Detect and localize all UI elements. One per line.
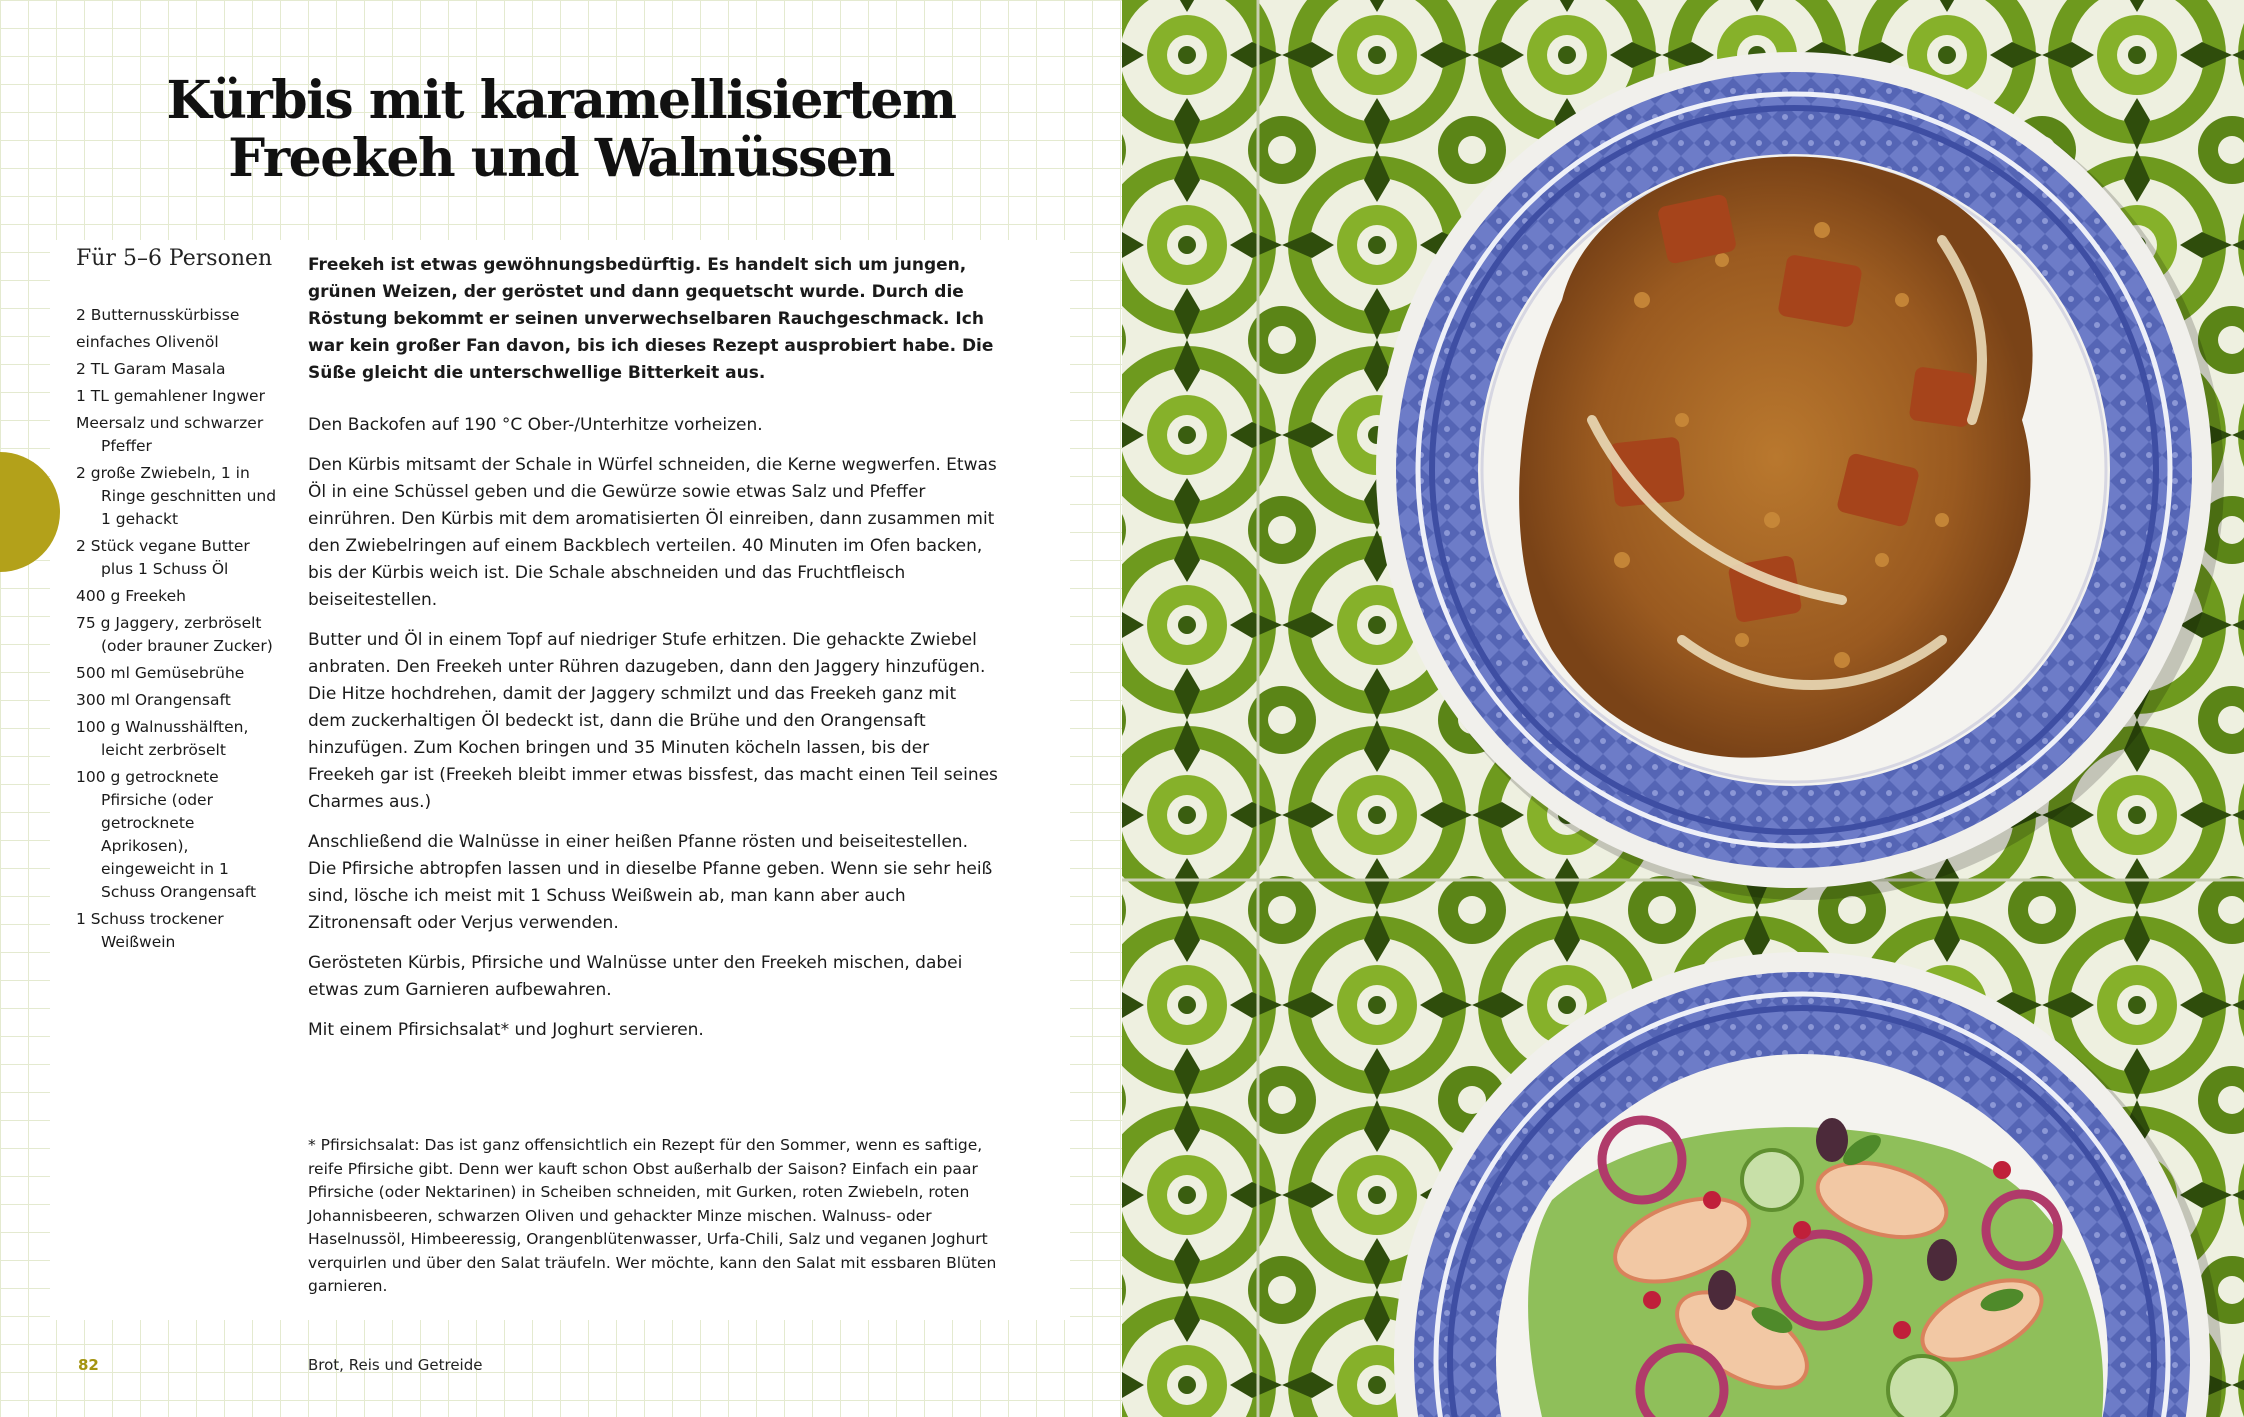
method-step: Den Kürbis mitsamt der Schale in Würfel schneiden, die Kerne wegwerfen. Etwas Öl in eine Schüssel geben und die Gewürze sowie etwas Salz und Pfeffer einrühren. Den Kürbis mit dem aromatisierten Öl einreiben, dann zusammen mit den Zwiebelringen auf einem Backblech verteilen. 40 Minuten im Ofen backen, bis der Kürbis weich ist. Die Schale abschneiden und das Fruchtfleisch beiseitestellen.: [308, 455, 997, 610]
ingredient-item: Meersalz und schwarzer Pfeffer: [76, 414, 264, 455]
method-steps: [308, 412, 998, 1057]
title-line-1: Kürbis mit karamellisiertem: [166, 70, 956, 131]
ingredient-item: 1 TL gemahlener Ingwer: [76, 387, 265, 405]
ingredient-item: 2 TL Garam Masala: [76, 360, 226, 378]
section-name: Brot, Reis und Getreide: [308, 1356, 483, 1374]
plate-freekeh: [1376, 52, 2224, 900]
intro-paragraph: Freekeh ist etwas gewöhnungsbedürftig. Es handelt sich um jungen, grünen Weizen, der geröstet und dann gequetscht wurde. Durch die Röstung bekommt er seinen unverwechselbaren Rauchgeschmack. Ich war kein großer Fan davon, bis ich dieses Rezept ausprobiert habe. Die Süße gleicht die unterschwellige Bitterkeit aus.: [308, 255, 994, 383]
method-step: Mit einem Pfirsichsalat* und Joghurt servieren.: [308, 1020, 704, 1040]
food-photo: [1122, 0, 2244, 1417]
ingredient-item: 1 Schuss trockener Weißwein: [76, 910, 224, 951]
ingredient-list: [76, 304, 286, 958]
ingredient-item: 500 ml Gemüsebrühe: [76, 664, 245, 682]
footnote: * Pfirsichsalat: Das ist ganz offensichtlich ein Rezept für den Sommer, wenn es saftige, reife Pfirsiche gibt. Denn wer kauft schon Obst außerhalb der Saison? Einfach ein paar Pfirsiche (oder Nektarinen) in Scheiben schneiden, mit Gurken, roten Zwiebeln, roten Johannisbeeren, schwarzen Oliven und gehackter Minze mischen. Walnuss- oder Haselnussöl, Himbeeressig, Orangenblütenwasser, Urfa-Chili, Salz und veganen Joghurt verquirlen und über den Salat träufeln. Wer möchte, kann den Salat mit essbaren Blüten garnieren.: [308, 1136, 997, 1295]
servings: Für 5–6 Personen: [76, 246, 273, 271]
ingredient-item: 400 g Freekeh: [76, 587, 186, 605]
method-step: Anschließend die Walnüsse in einer heißen Pfanne rösten und beiseitestellen. Die Pfirsiche abtropfen lassen und in dieselbe Pfanne geben. Wenn sie sehr heiß sind, lösche ich meist mit 1 Schuss Weißwein ab, man kann aber auch Zitronensaft oder Verjus verwenden.: [308, 832, 993, 933]
recipe-title: [0, 72, 1122, 188]
method-step: Butter und Öl in einem Topf auf niedriger Stufe erhitzen. Die gehackte Zwiebel anbraten. Den Freekeh unter Rühren dazugeben, dann den Jaggery hinzufügen. Die Hitze hochdrehen, damit der Jaggery schmilzt und das Freekeh ganz mit dem zuckerhaltigen Öl bedeckt ist, dann die Brühe und den Orangensaft hinzufügen. Zum Kochen bringen und 35 Minuten köcheln lassen, bis der Freekeh gar ist (Freekeh bleibt immer etwas bissfest, das macht einen Teil seines Charmes aus.): [308, 630, 998, 812]
ingredient-item: 75 g Jaggery, zerbröselt (oder brauner Zucker): [76, 614, 273, 655]
ingredient-item: 2 große Zwiebeln, 1 in Ringe geschnitten und 1 gehackt: [76, 464, 277, 528]
method-step: Gerösteten Kürbis, Pfirsiche und Walnüsse unter den Freekeh mischen, dabei etwas zum Garnieren aufbewahren.: [308, 953, 963, 1000]
ingredient-item: 2 Stück vegane Butter plus 1 Schuss Öl: [76, 537, 250, 578]
ingredient-item: einfaches Olivenöl: [76, 333, 219, 351]
method-step: Den Backofen auf 190 °C Ober-/Unterhitze vorheizen.: [308, 415, 763, 435]
title-line-2: Freekeh und Walnüssen: [228, 128, 894, 189]
ingredient-item: 2 Butternusskürbisse: [76, 306, 240, 324]
ingredient-item: 100 g Walnusshälften, leicht zerbröselt: [76, 718, 249, 759]
page-number: 82: [78, 1356, 99, 1374]
right-page: [1122, 0, 2244, 1417]
ingredient-item: 100 g getrocknete Pfirsiche (oder getrocknete Aprikosen), eingeweicht in 1 Schuss Orangensaft: [76, 768, 257, 901]
ingredient-item: 300 ml Orangensaft: [76, 691, 231, 709]
